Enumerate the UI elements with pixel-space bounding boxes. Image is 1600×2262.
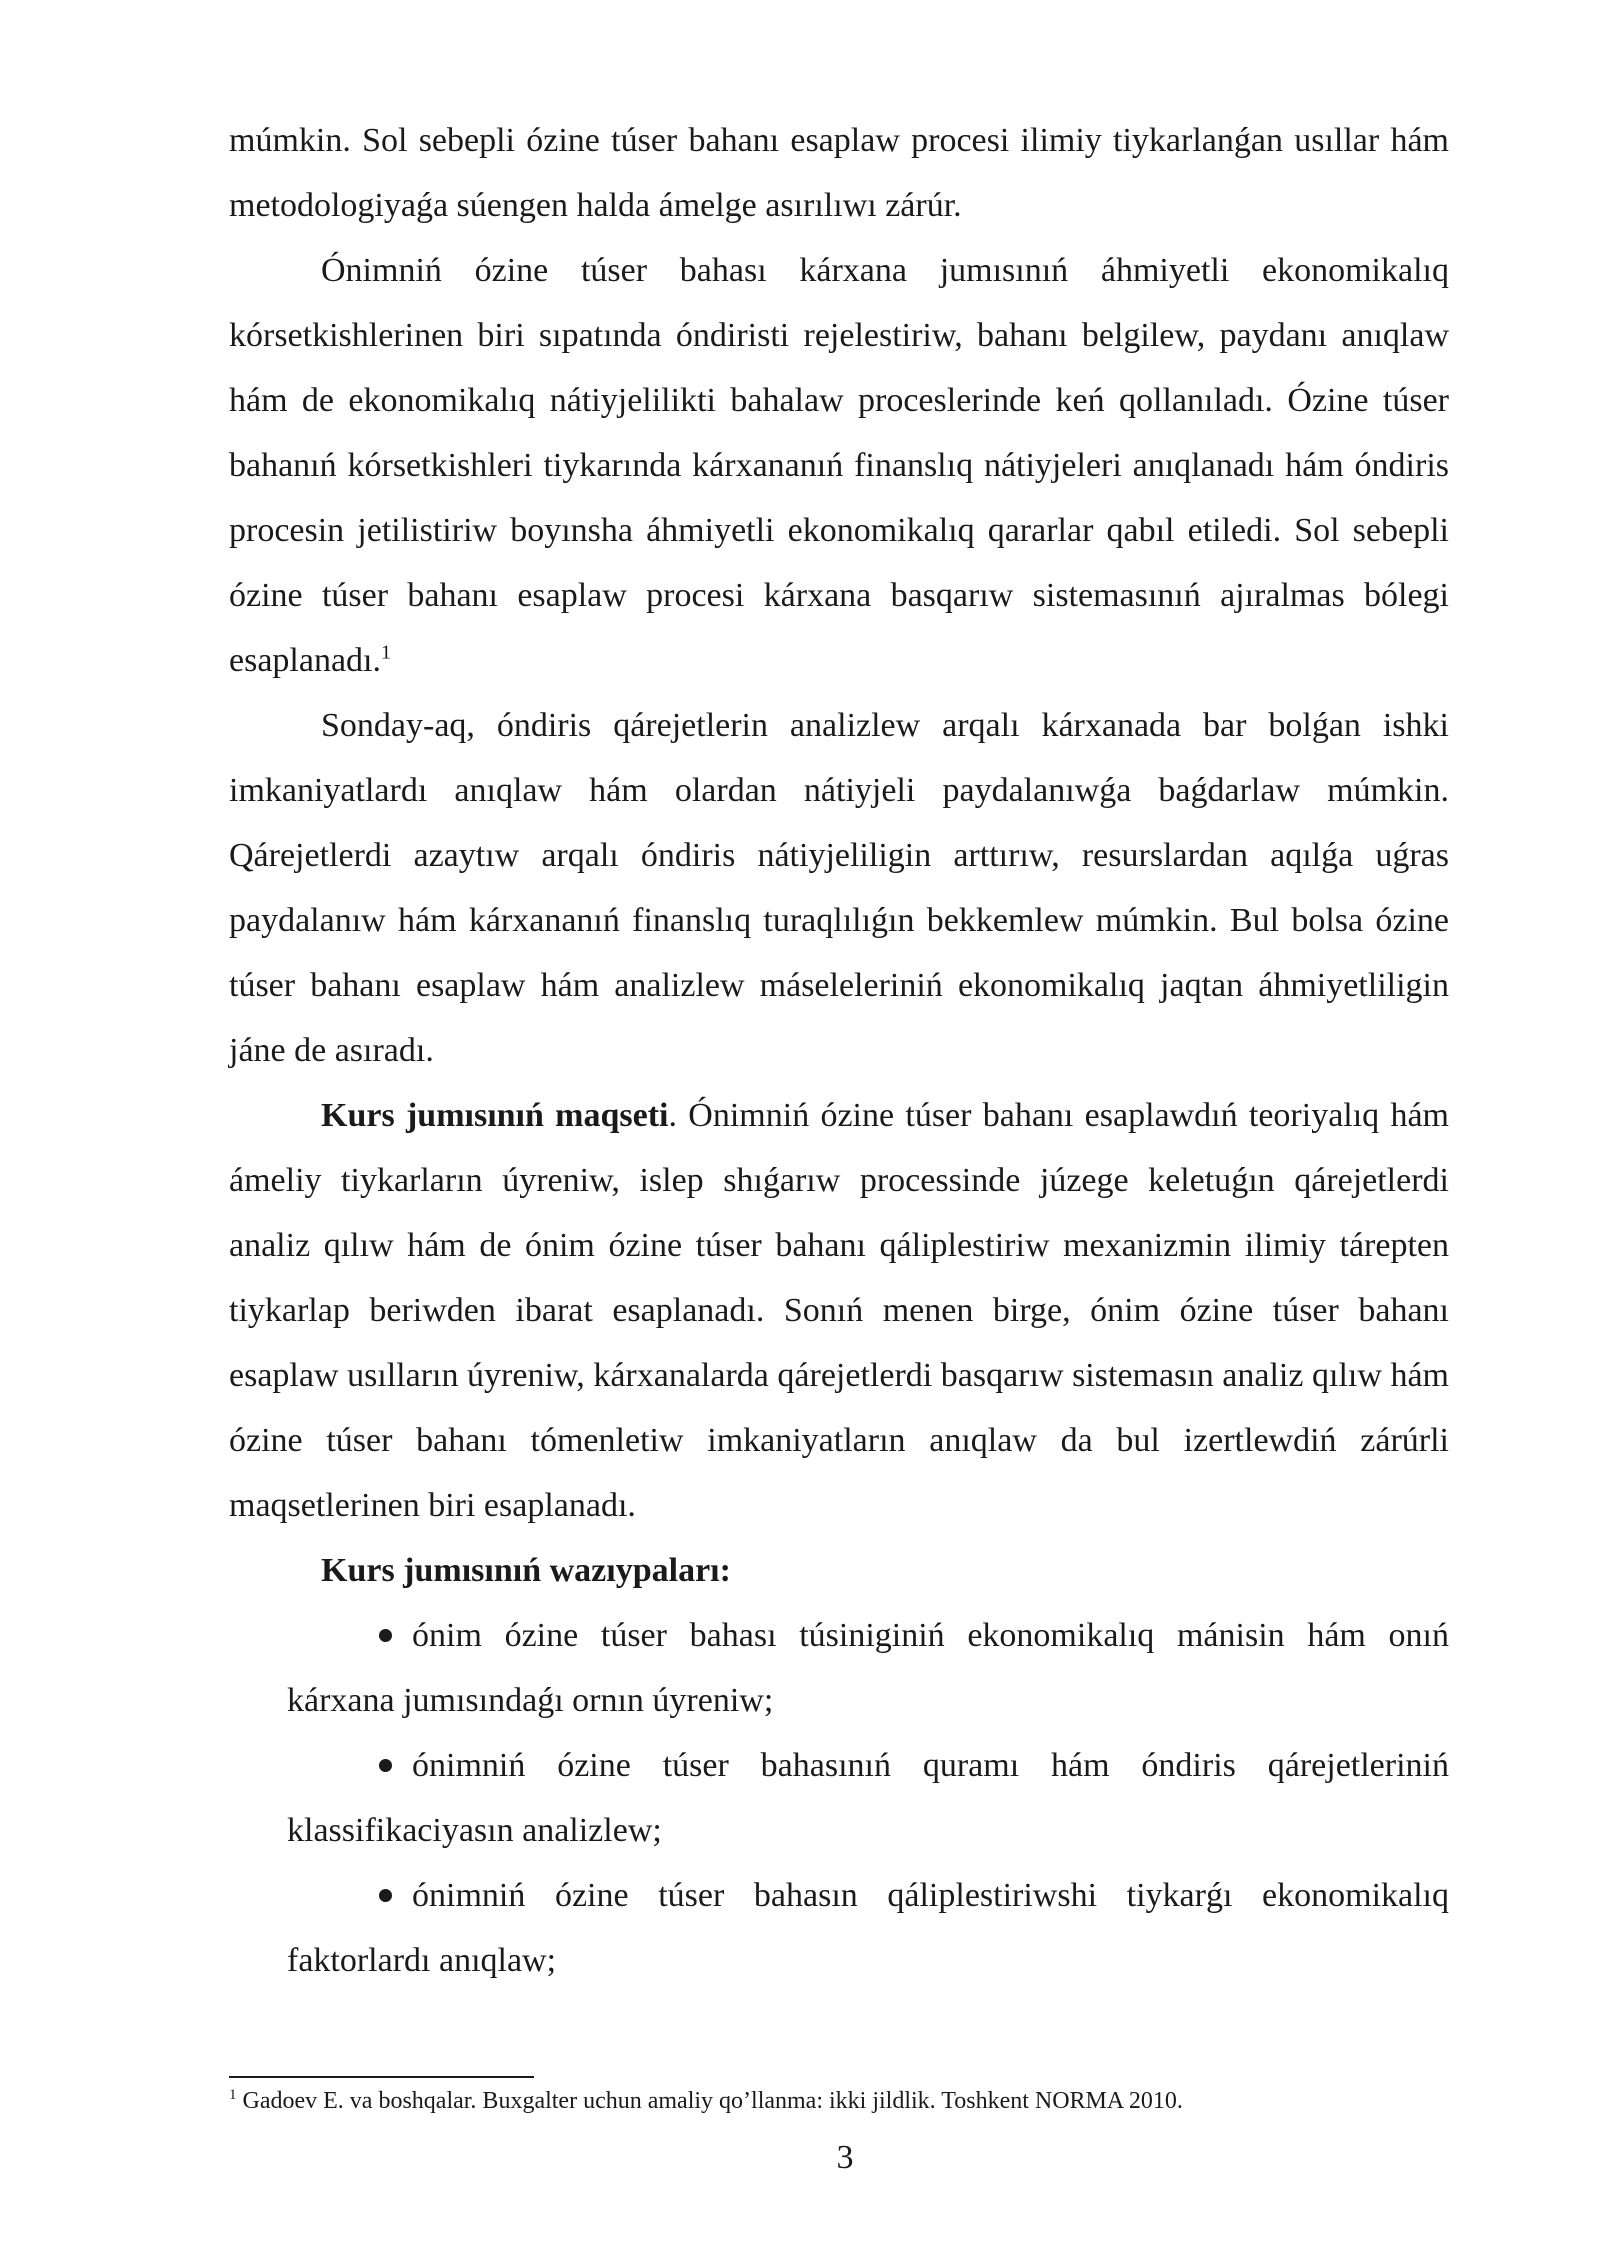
bullet-icon xyxy=(379,1759,392,1772)
bullet-icon xyxy=(379,1629,392,1642)
task-item-3 xyxy=(229,1863,1449,1993)
paragraph-3: Sonday-aq, óndiris qárejetlerin analizlew arqalı kárxanada bar bolǵan ishki imkaniyatlardı anıqlaw hám olardan nátiyjeli paydalanıwǵa baǵdarlaw múmkin. Qárejetlerdi azaytıw arqalı óndiris nátiyjeliligin arttırıw, resurslardan aqılǵa uǵras paydalanıw hám kárxananıń finanslıq turaqlılıǵın bekkemlew múmkin. Bul bolsa ózine túser bahanı esaplaw hám analizlew máseleleriniń ekonomikalıq jaqtan áhmiyetliligin jáne de asıradı. xyxy=(229,707,1449,1069)
footnote-reference[interactable]: 1 xyxy=(381,641,391,664)
footnote-text: Gadoev E. va boshqalar. Buxgalter uchun amaliy qo’llanma: ikki jildlik. Toshkent NORMA 2010. xyxy=(242,2088,1183,2114)
task-item-text: ónimniń ózine túser bahasın qáliplestiriwshi tiykarǵı ekonomikalıq faktorlardı anıqlaw; xyxy=(287,1877,1449,1979)
bullet-icon xyxy=(379,1889,392,1902)
footnote-marker: 1 xyxy=(229,2087,237,2103)
paragraph-1: múmkin. Sol sebepli ózine túser bahanı esaplaw procesi ilimiy tiykarlanǵan usıllar hám metodologiyaǵa súengen halda ámelge asırılıwı zárúr. xyxy=(229,122,1449,224)
task-item-text: ónimniń ózine túser bahasınıń quramı hám óndiris qárejetleriniń klassifikaciyasın analizlew; xyxy=(287,1747,1449,1849)
goal-text: . Ónimniń ózine túser bahanı esaplawdıń teoriyalıq hám ámeliy tiykarların úyreniw, islep shıǵarıw processinde júzege keletuǵın qárejetlerdi analiz qılıw hám de ónim ózine túser bahanı qáliplestiriw mexanizmin ilimiy tárepten tiykarlap beriwden ibarat esaplanadı. Sonıń menen birge, ónim ózine túser bahanı esaplaw usılların úyreniw, kárxanalarda qárejetlerdi basqarıw sistemasın analiz qılıw hám ózine túser bahanı tómenletiw imkaniyatların anıqlaw da bul izertlewdiń zárúrli maqsetlerinen biri esaplanadı. xyxy=(229,1097,1449,1524)
footnote xyxy=(229,2084,1449,2118)
paragraph-4 xyxy=(229,1083,1449,1538)
page-number: 3 xyxy=(836,2139,854,2176)
footnote-separator xyxy=(229,2076,534,2078)
page-body xyxy=(229,108,1449,1993)
task-item-1 xyxy=(229,1603,1449,1733)
paragraph-2-text: Ónimniń ózine túser bahası kárxana jumısınıń áhmiyetli ekonomikalıq kórsetkishlerinen biri sıpatında óndiristi rejelestiriw, bahanı belgilew, paydanı anıqlaw hám de ekonomikalıq nátiyjelilikti bahalaw proceslerinde keń qollanıladı. Ózine túser bahanıń kórsetkishleri tiykarında kárxananıń finanslıq nátiyjeleri anıqlanadı hám óndiris procesin jetilistiriw boyınsha áhmiyetli ekonomikalıq qararlar qabıl etiledi. Sol sebepli ózine túser bahanı esaplaw procesi kárxana basqarıw sistemasınıń ajıralmas bólegi esaplanadı. xyxy=(229,252,1449,679)
paragraph-2 xyxy=(229,238,1449,693)
tasks-heading: Kurs jumısınıń wazıypaları: xyxy=(321,1552,731,1589)
goal-heading: Kurs jumısınıń maqseti xyxy=(321,1097,669,1134)
task-item-text: ónim ózine túser bahası túsiniginiń ekonomikalıq mánisin hám onıń kárxana jumısındaǵı ornın úyreniw; xyxy=(287,1617,1449,1719)
task-item-2 xyxy=(229,1733,1449,1863)
